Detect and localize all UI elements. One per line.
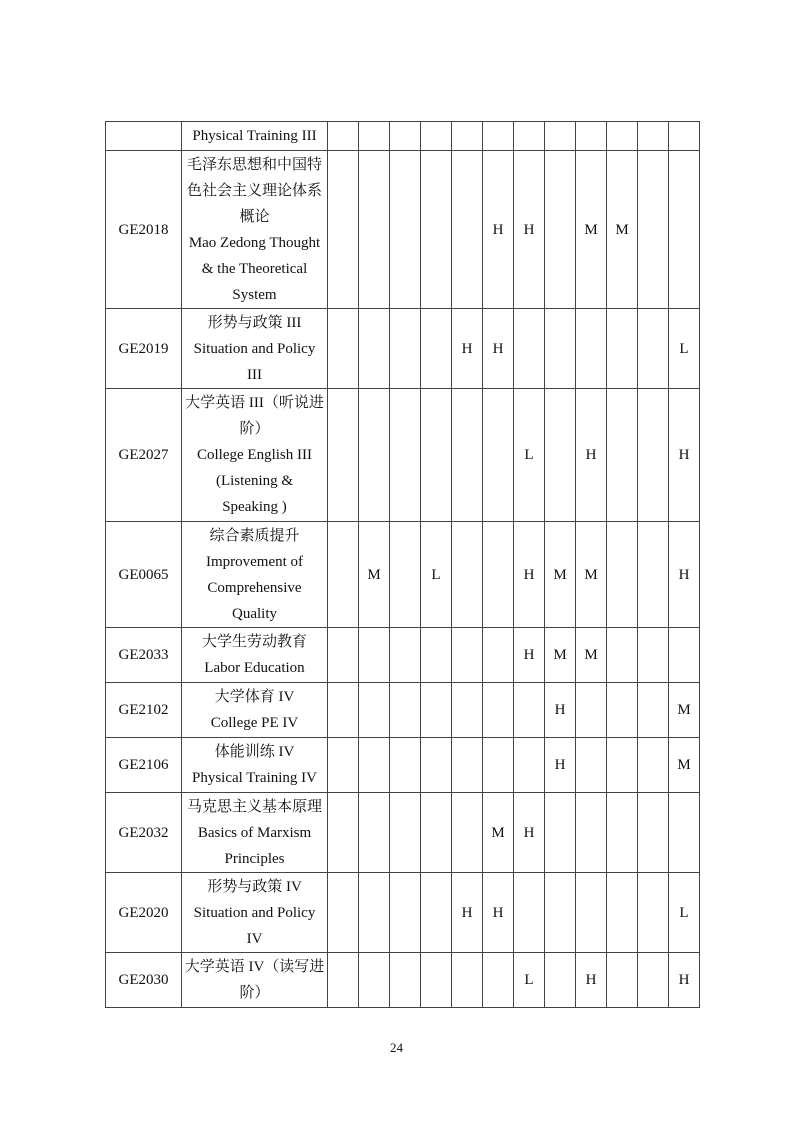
- course-name-line: 形势与政策 III: [207, 314, 302, 331]
- course-name: [182, 309, 328, 389]
- course-name-line: Speaking ): [222, 499, 287, 515]
- support-level-cell: [607, 389, 638, 522]
- support-level-cell: H: [483, 151, 514, 309]
- support-level-cell: M: [359, 522, 390, 628]
- support-level-cell: [607, 953, 638, 1008]
- support-level-cell: [452, 793, 483, 873]
- course-name-line: Comprehensive: [207, 579, 302, 596]
- support-level-cell: [514, 873, 545, 953]
- course-code: GE2033: [106, 628, 182, 683]
- support-level-cell: M: [545, 522, 576, 628]
- course-name: [182, 738, 328, 793]
- support-level-cell: [452, 122, 483, 151]
- support-level-cell: [452, 953, 483, 1008]
- course-name-line: Quality: [232, 605, 277, 622]
- course-name-line: 大学英语 IV（读写进: [184, 959, 325, 975]
- support-level-cell: [514, 738, 545, 793]
- support-level-cell: [421, 389, 452, 522]
- support-level-cell: H: [514, 793, 545, 873]
- support-level-cell: [514, 309, 545, 389]
- support-level-cell: [638, 628, 669, 683]
- support-level-cell: [328, 522, 359, 628]
- support-level-cell: [576, 793, 607, 873]
- support-level-cell: [669, 793, 700, 873]
- course-name-line: 形势与政策 IV: [207, 878, 302, 895]
- support-level-cell: [607, 793, 638, 873]
- support-level-cell: [328, 309, 359, 389]
- course-name: [182, 873, 328, 953]
- course-code: GE2019: [106, 309, 182, 389]
- support-level-cell: H: [545, 738, 576, 793]
- course-name-line: Principles: [224, 850, 285, 867]
- course-name-line: Physical Training III: [192, 128, 317, 144]
- course-name: [182, 793, 328, 873]
- table-row: [106, 628, 700, 683]
- support-level-cell: [328, 151, 359, 309]
- support-level-cell: [421, 122, 452, 151]
- support-level-cell: H: [669, 389, 700, 522]
- support-level-cell: [483, 683, 514, 738]
- support-level-cell: [669, 151, 700, 309]
- support-level-cell: H: [669, 953, 700, 1008]
- support-level-cell: [359, 122, 390, 151]
- course-name-line: College PE IV: [210, 715, 299, 731]
- support-level-cell: [638, 738, 669, 793]
- support-level-cell: [545, 873, 576, 953]
- support-level-cell: [359, 793, 390, 873]
- support-level-cell: [390, 309, 421, 389]
- course-code: GE2106: [106, 738, 182, 793]
- support-level-cell: [421, 309, 452, 389]
- support-level-cell: H: [514, 151, 545, 309]
- support-level-cell: [545, 793, 576, 873]
- support-level-cell: [545, 389, 576, 522]
- support-level-cell: [328, 683, 359, 738]
- support-level-cell: [421, 953, 452, 1008]
- support-level-cell: [328, 389, 359, 522]
- support-level-cell: H: [483, 873, 514, 953]
- support-level-cell: [638, 389, 669, 522]
- support-level-cell: H: [452, 309, 483, 389]
- support-level-cell: H: [576, 389, 607, 522]
- course-code: [106, 122, 182, 151]
- support-level-cell: [328, 122, 359, 151]
- course-name-line: 马克思主义基本原理: [186, 798, 322, 815]
- support-level-cell: [669, 628, 700, 683]
- table-row: [106, 309, 700, 389]
- course-name-line: 大学体育 IV: [214, 689, 295, 705]
- support-level-cell: [638, 151, 669, 309]
- course-name-line: Physical Training IV: [191, 770, 317, 786]
- support-level-cell: [390, 151, 421, 309]
- course-code: GE2020: [106, 873, 182, 953]
- support-level-cell: L: [421, 522, 452, 628]
- course-name: [182, 389, 328, 522]
- table-body: [106, 122, 700, 1008]
- course-name-line: Mao Zedong Thought: [188, 234, 321, 251]
- support-level-cell: [576, 873, 607, 953]
- support-level-cell: [576, 683, 607, 738]
- support-level-cell: [359, 873, 390, 953]
- support-level-cell: [638, 309, 669, 389]
- support-level-cell: [638, 683, 669, 738]
- support-level-cell: [607, 628, 638, 683]
- support-level-cell: H: [669, 522, 700, 628]
- course-matrix-table: [105, 121, 700, 1008]
- table-row: [106, 683, 700, 738]
- course-name-line: III: [247, 366, 262, 383]
- course-name-line: System: [232, 286, 277, 303]
- support-level-cell: [576, 309, 607, 389]
- course-name-line: IV: [246, 930, 263, 947]
- course-name-line: & the Theoretical: [201, 260, 308, 277]
- support-level-cell: H: [576, 953, 607, 1008]
- support-level-cell: [576, 738, 607, 793]
- support-level-cell: [390, 793, 421, 873]
- support-level-cell: [483, 522, 514, 628]
- course-name-line: 大学生劳动教育: [201, 634, 307, 650]
- support-level-cell: [607, 738, 638, 793]
- support-level-cell: [607, 309, 638, 389]
- support-level-cell: [514, 683, 545, 738]
- support-level-cell: [483, 628, 514, 683]
- course-name-line: Situation and Policy: [193, 904, 316, 921]
- support-level-cell: [545, 309, 576, 389]
- course-name: [182, 151, 328, 309]
- support-level-cell: [359, 628, 390, 683]
- course-name-line: Labor Education: [204, 660, 305, 676]
- course-code: GE2018: [106, 151, 182, 309]
- course-name: [182, 522, 328, 628]
- support-level-cell: H: [545, 683, 576, 738]
- support-level-cell: [545, 151, 576, 309]
- course-name-line: 综合素质提升: [209, 527, 300, 544]
- support-level-cell: [638, 122, 669, 151]
- support-level-cell: H: [452, 873, 483, 953]
- support-level-cell: [483, 122, 514, 151]
- support-level-cell: [452, 522, 483, 628]
- support-level-cell: [390, 683, 421, 738]
- support-level-cell: H: [483, 309, 514, 389]
- support-level-cell: M: [545, 628, 576, 683]
- course-code: GE2030: [106, 953, 182, 1008]
- support-level-cell: [452, 151, 483, 309]
- support-level-cell: H: [514, 522, 545, 628]
- course-name-line: 概论: [239, 208, 270, 225]
- support-level-cell: [390, 873, 421, 953]
- support-level-cell: [328, 953, 359, 1008]
- table-row: [106, 873, 700, 953]
- support-level-cell: [359, 953, 390, 1008]
- support-level-cell: [421, 738, 452, 793]
- support-level-cell: M: [669, 683, 700, 738]
- course-name-line: 大学英语 III（听说进: [185, 395, 324, 411]
- support-level-cell: [638, 522, 669, 628]
- course-name-line: College English III: [197, 447, 312, 463]
- support-level-cell: [390, 953, 421, 1008]
- support-level-cell: M: [483, 793, 514, 873]
- support-level-cell: L: [669, 873, 700, 953]
- support-level-cell: [359, 309, 390, 389]
- support-level-cell: [638, 953, 669, 1008]
- support-level-cell: H: [514, 628, 545, 683]
- table-row: [106, 793, 700, 873]
- support-level-cell: L: [669, 309, 700, 389]
- support-level-cell: [421, 151, 452, 309]
- support-level-cell: [545, 953, 576, 1008]
- support-level-cell: [669, 122, 700, 151]
- course-name-line: Improvement of: [205, 553, 304, 570]
- support-level-cell: [483, 389, 514, 522]
- support-level-cell: M: [669, 738, 700, 793]
- support-level-cell: [390, 389, 421, 522]
- support-level-cell: [638, 793, 669, 873]
- support-level-cell: [359, 738, 390, 793]
- support-level-cell: [452, 628, 483, 683]
- support-level-cell: [359, 151, 390, 309]
- course-code: GE0065: [106, 522, 182, 628]
- course-code: GE2032: [106, 793, 182, 873]
- course-name: [182, 122, 328, 151]
- table-row: [106, 122, 700, 151]
- course-name-line: (Listening &: [215, 473, 294, 489]
- support-level-cell: [390, 122, 421, 151]
- support-level-cell: [638, 873, 669, 953]
- support-level-cell: [359, 389, 390, 522]
- course-name-line: Situation and Policy: [193, 340, 316, 357]
- support-level-cell: [421, 628, 452, 683]
- table-row: [106, 738, 700, 793]
- support-level-cell: [452, 683, 483, 738]
- support-level-cell: [576, 122, 607, 151]
- course-name-line: 体能训练 IV: [214, 744, 295, 760]
- support-level-cell: [421, 873, 452, 953]
- support-level-cell: [514, 122, 545, 151]
- support-level-cell: [452, 389, 483, 522]
- support-level-cell: M: [576, 151, 607, 309]
- course-name-line: 色社会主义理论体系: [186, 182, 322, 199]
- course-name: [182, 683, 328, 738]
- support-level-cell: M: [607, 151, 638, 309]
- support-level-cell: L: [514, 953, 545, 1008]
- support-level-cell: [483, 953, 514, 1008]
- course-name: [182, 953, 328, 1008]
- support-level-cell: [607, 873, 638, 953]
- table-row: [106, 151, 700, 309]
- support-level-cell: [328, 873, 359, 953]
- support-level-cell: L: [514, 389, 545, 522]
- support-level-cell: [390, 738, 421, 793]
- table-row: [106, 522, 700, 628]
- support-level-cell: [607, 122, 638, 151]
- page-number: 24: [390, 1040, 403, 1055]
- course-name-line: 阶）: [239, 985, 270, 1001]
- course-name-line: 阶）: [239, 421, 270, 437]
- support-level-cell: [607, 683, 638, 738]
- support-level-cell: [390, 522, 421, 628]
- course-name-line: 毛泽东思想和中国特: [186, 156, 322, 173]
- support-level-cell: M: [576, 522, 607, 628]
- course-code: GE2102: [106, 683, 182, 738]
- support-level-cell: [328, 738, 359, 793]
- support-level-cell: [421, 683, 452, 738]
- support-level-cell: [328, 628, 359, 683]
- support-level-cell: [607, 522, 638, 628]
- support-level-cell: M: [576, 628, 607, 683]
- table-row: [106, 389, 700, 522]
- support-level-cell: [421, 793, 452, 873]
- support-level-cell: [390, 628, 421, 683]
- support-level-cell: [452, 738, 483, 793]
- course-code: GE2027: [106, 389, 182, 522]
- course-name-line: Basics of Marxism: [197, 824, 312, 841]
- support-level-cell: [328, 793, 359, 873]
- course-name: [182, 628, 328, 683]
- table-row: [106, 953, 700, 1008]
- support-level-cell: [359, 683, 390, 738]
- support-level-cell: [545, 122, 576, 151]
- support-level-cell: [483, 738, 514, 793]
